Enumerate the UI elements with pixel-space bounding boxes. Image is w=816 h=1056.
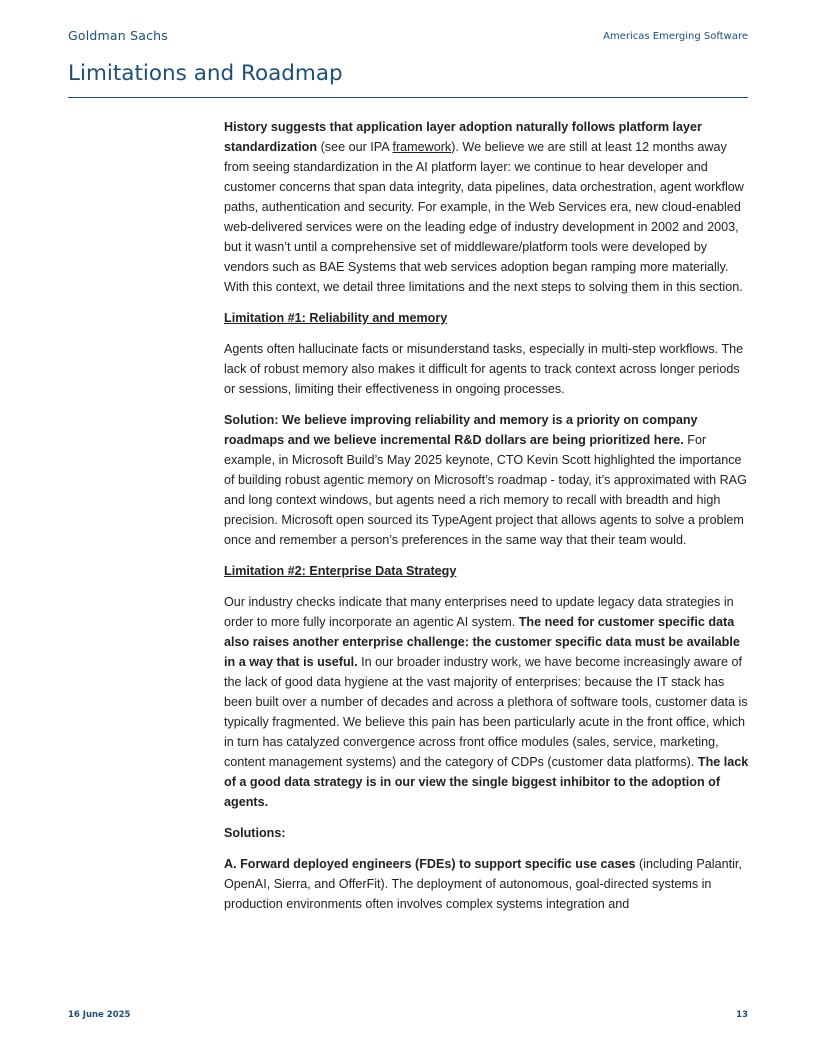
report-body [224,117,750,925]
intro-rest: ). We believe we are still at least 12 months away from seeing standardization in the AI platform layer: we continue to hear developer and customer concerns that span data integrity, data pipelines, data orchestration, agent workflow paths, authentication and security. For example, in the Web Services era, new cloud-enabled web-delivered services were on the leading edge of industry development in 2002 and 2003, but it wasn’t until a comprehensive set of middleware/platform tools were developed by vendors such as BAE Systems that web services adoption began ramping more materially. With this context, we detail three limitations and the next steps to solving them in this section. [224,140,744,294]
limitation-1-solution-bold: Solution: We believe improving reliability and memory is a priority on company roadmaps and we believe incremental R&D dollars are being prioritized here. [224,413,698,447]
limitation-2-bold-1: The need for customer specific data also raises another enterprise challenge: the customer specific data must be available in a way that is useful. [224,615,740,669]
header-brand: Goldman Sachs [68,28,168,43]
limitation-2-bold-2: The lack of a good data strategy is in our view the single biggest inhibitor to the adoption of agents. [224,755,749,809]
framework-link[interactable]: framework [392,140,452,154]
solution-a-bold: A. Forward deployed engineers (FDEs) to support specific use cases [224,857,636,871]
limitation-2-text-start: Our industry checks indicate that many enterprises need to update legacy data strategies in order to more fully incorporate an agentic AI system. [224,595,734,629]
header-section: Americas Emerging Software [603,31,748,42]
limitation-1-solution-rest: For example, in Microsoft Build’s May 2025 keynote, CTO Kevin Scott highlighted the importance of building robust agentic memory on Microsoft’s roadmap - today, it’s approximated with RAG and long context windows, but agents need a rich memory to recall with breadth and high precision. Microsoft open sourced its TypeAgent project that allows agents to solve a problem once and remember a person’s preferences in the same way that their team would. [224,433,747,547]
solutions-heading: Solutions: [224,826,286,840]
solution-a [224,854,750,914]
footer-date: 16 June 2025 [68,1010,131,1020]
limitation-1-text: Agents often hallucinate facts or misunderstand tasks, especially in multi-step workflows. The lack of robust memory also makes it difficult for agents to track context across longer periods or sessions, limiting their effectiveness in ongoing processes. [224,342,744,396]
limitation-1-heading: Limitation #1: Reliability and memory [224,311,448,325]
limitation-2-heading: Limitation #2: Enterprise Data Strategy [224,564,457,578]
intro-paragraph [224,117,750,297]
intro-pre-link: (see our IPA [317,140,393,154]
page-title: Limitations and Roadmap [68,61,343,86]
title-divider [68,97,748,98]
page-number: 13 [736,1010,748,1020]
limitation-1-solution [224,410,750,550]
limitation-2-text [224,592,750,812]
intro-bold: History suggests that application layer adoption naturally follows platform layer standardization [224,120,702,154]
solution-a-rest: (including Palantir, OpenAI, Sierra, and OfferFit). The deployment of autonomous, goal-directed systems in production environments often involves complex systems integration and [224,857,742,911]
limitation-2-text-mid: In our broader industry work, we have become increasingly aware of the lack of good data hygiene at the vast majority of enterprises: because the IT stack has been built over a number of decades and across a plethora of software tools, customer data is typically fragmented. We believe this pain has been particularly acute in the front office, which in turn has catalyzed convergence across front office modules (sales, service, marketing, content management systems) and the category of CDPs (customer data platforms). [224,655,748,769]
